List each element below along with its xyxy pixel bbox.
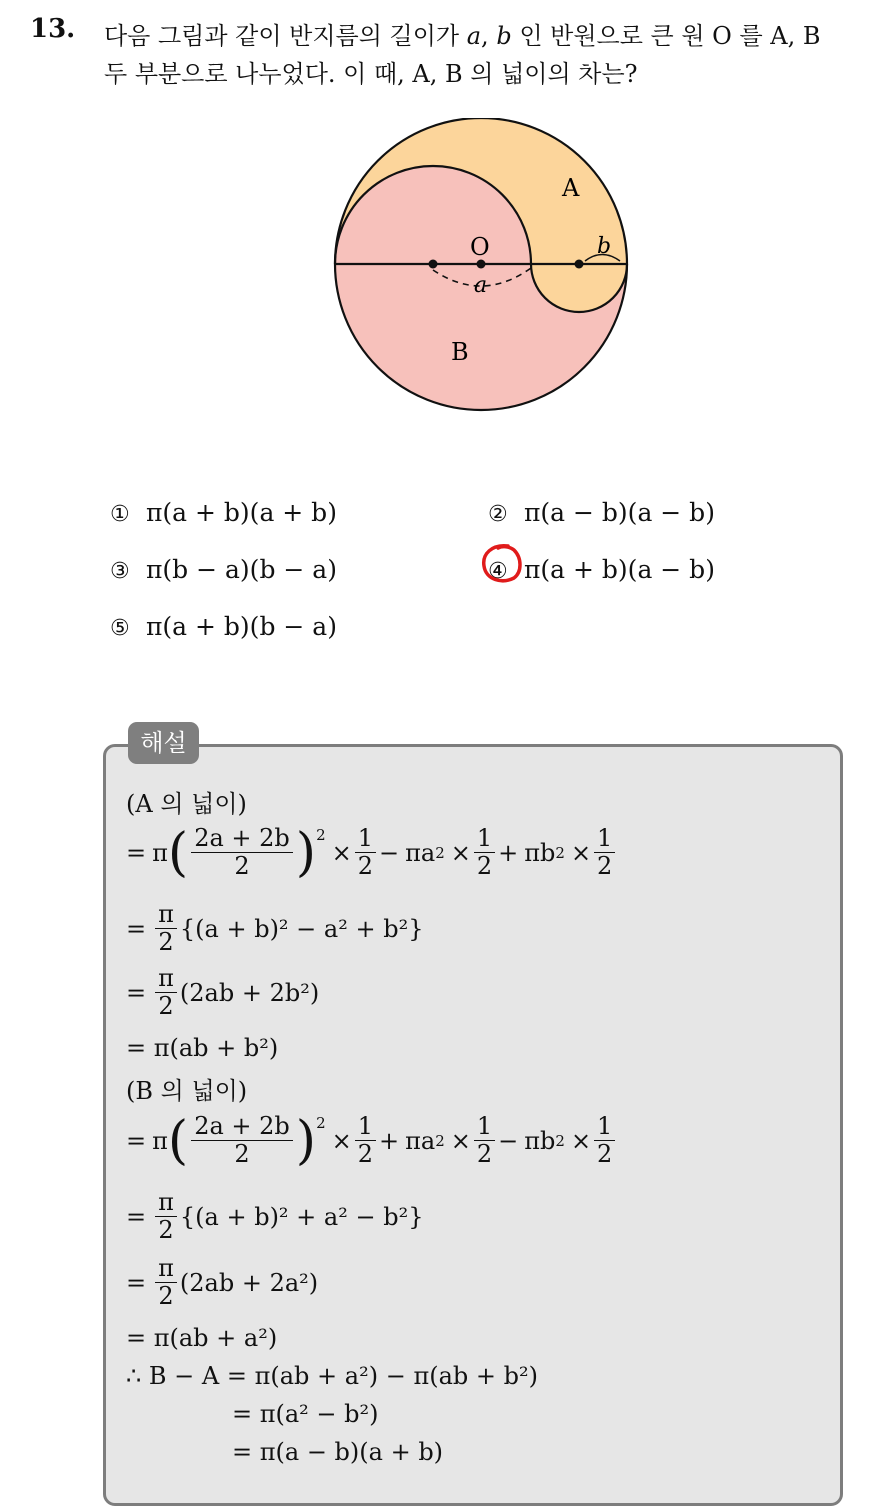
- question-number: 13.: [30, 14, 76, 44]
- solution-a-area-label: (A 의 넓이): [126, 790, 247, 818]
- solution-a-step1: = π ( $\frac{2a + 2b}{2}$ ) $^2$ × $\frac{1}{2}$ − πa 2 × $\frac{1}{2}$ + πb 2 × $\frac{1}{2}$: [126, 826, 618, 879]
- question-text-suffix: 인 반원으로 큰 원 O 를 A, B: [519, 22, 821, 50]
- comma: ,: [481, 22, 489, 50]
- question-text-prefix: 다음 그림과 같이 반지름의 길이가: [104, 22, 460, 50]
- center-b-dot: [575, 260, 584, 269]
- choice-5-marker: ⑤: [110, 616, 130, 641]
- circle-figure: [322, 118, 642, 418]
- solution-final-line1: = π(a² − b²): [232, 1400, 379, 1428]
- choice-3-text: π(b − a)(b − a): [146, 555, 337, 584]
- choice-5-text: π(a + b)(b − a): [146, 612, 337, 641]
- choice-4-text: π(a + b)(a − b): [524, 555, 715, 584]
- choice-1-marker: ①: [110, 502, 130, 527]
- question-text-line2: 두 부분으로 나누었다. 이 때, A, B 의 넓이의 차는?: [104, 60, 638, 88]
- solution-b-step2: = $\frac{\pi}{2}$ {(a + b)² + a² − b²}: [126, 1188, 424, 1245]
- choice-2-marker: ②: [488, 502, 508, 527]
- solution-final-line2: = π(a − b)(a + b): [232, 1438, 444, 1466]
- choice-1[interactable]: [110, 498, 337, 527]
- label-a: a: [474, 273, 488, 298]
- solution-b-area-label: (B 의 넓이): [126, 1077, 248, 1105]
- choice-5[interactable]: [110, 612, 337, 641]
- choice-3-marker: ③: [110, 559, 130, 584]
- choice-2-text: π(a − b)(a − b): [524, 498, 715, 527]
- variable-a: a: [466, 22, 482, 50]
- choice-3[interactable]: [110, 555, 337, 584]
- choice-4-marker: ④: [488, 559, 508, 584]
- choice-2[interactable]: [488, 498, 715, 527]
- solution-b-result: = π(ab + a²): [126, 1324, 278, 1352]
- choice-1-text: π(a + b)(a + b): [146, 498, 337, 527]
- question-text-line1: [104, 16, 821, 51]
- solution-a-result: = π(ab + b²): [126, 1034, 279, 1062]
- solution-b-step3: = $\frac{\pi}{2}$ (2ab + 2a²): [126, 1254, 319, 1311]
- label-O: O: [470, 233, 490, 261]
- solution-a-step2: = $\frac{\pi}{2}$ {(a + b)² − a² + b²}: [126, 900, 424, 957]
- label-B: B: [451, 338, 469, 366]
- solution-tab: 해설: [128, 722, 199, 764]
- solution-therefore-line: ∴ B − A = π(ab + a²) − π(ab + b²): [126, 1362, 538, 1390]
- solution-a-step3: = $\frac{\pi}{2}$ (2ab + 2b²): [126, 964, 320, 1021]
- variable-b: b: [496, 22, 512, 50]
- solution-b-step1: = π ( $\frac{2a + 2b}{2}$ ) $^2$ × $\frac{1}{2}$ + πa 2 × $\frac{1}{2}$ − πb 2 × $\frac{1}{2}$: [126, 1114, 618, 1167]
- answer-circle-mark: [478, 540, 526, 588]
- center-a-dot: [429, 260, 438, 269]
- label-b: b: [597, 234, 612, 259]
- label-A: A: [562, 174, 580, 202]
